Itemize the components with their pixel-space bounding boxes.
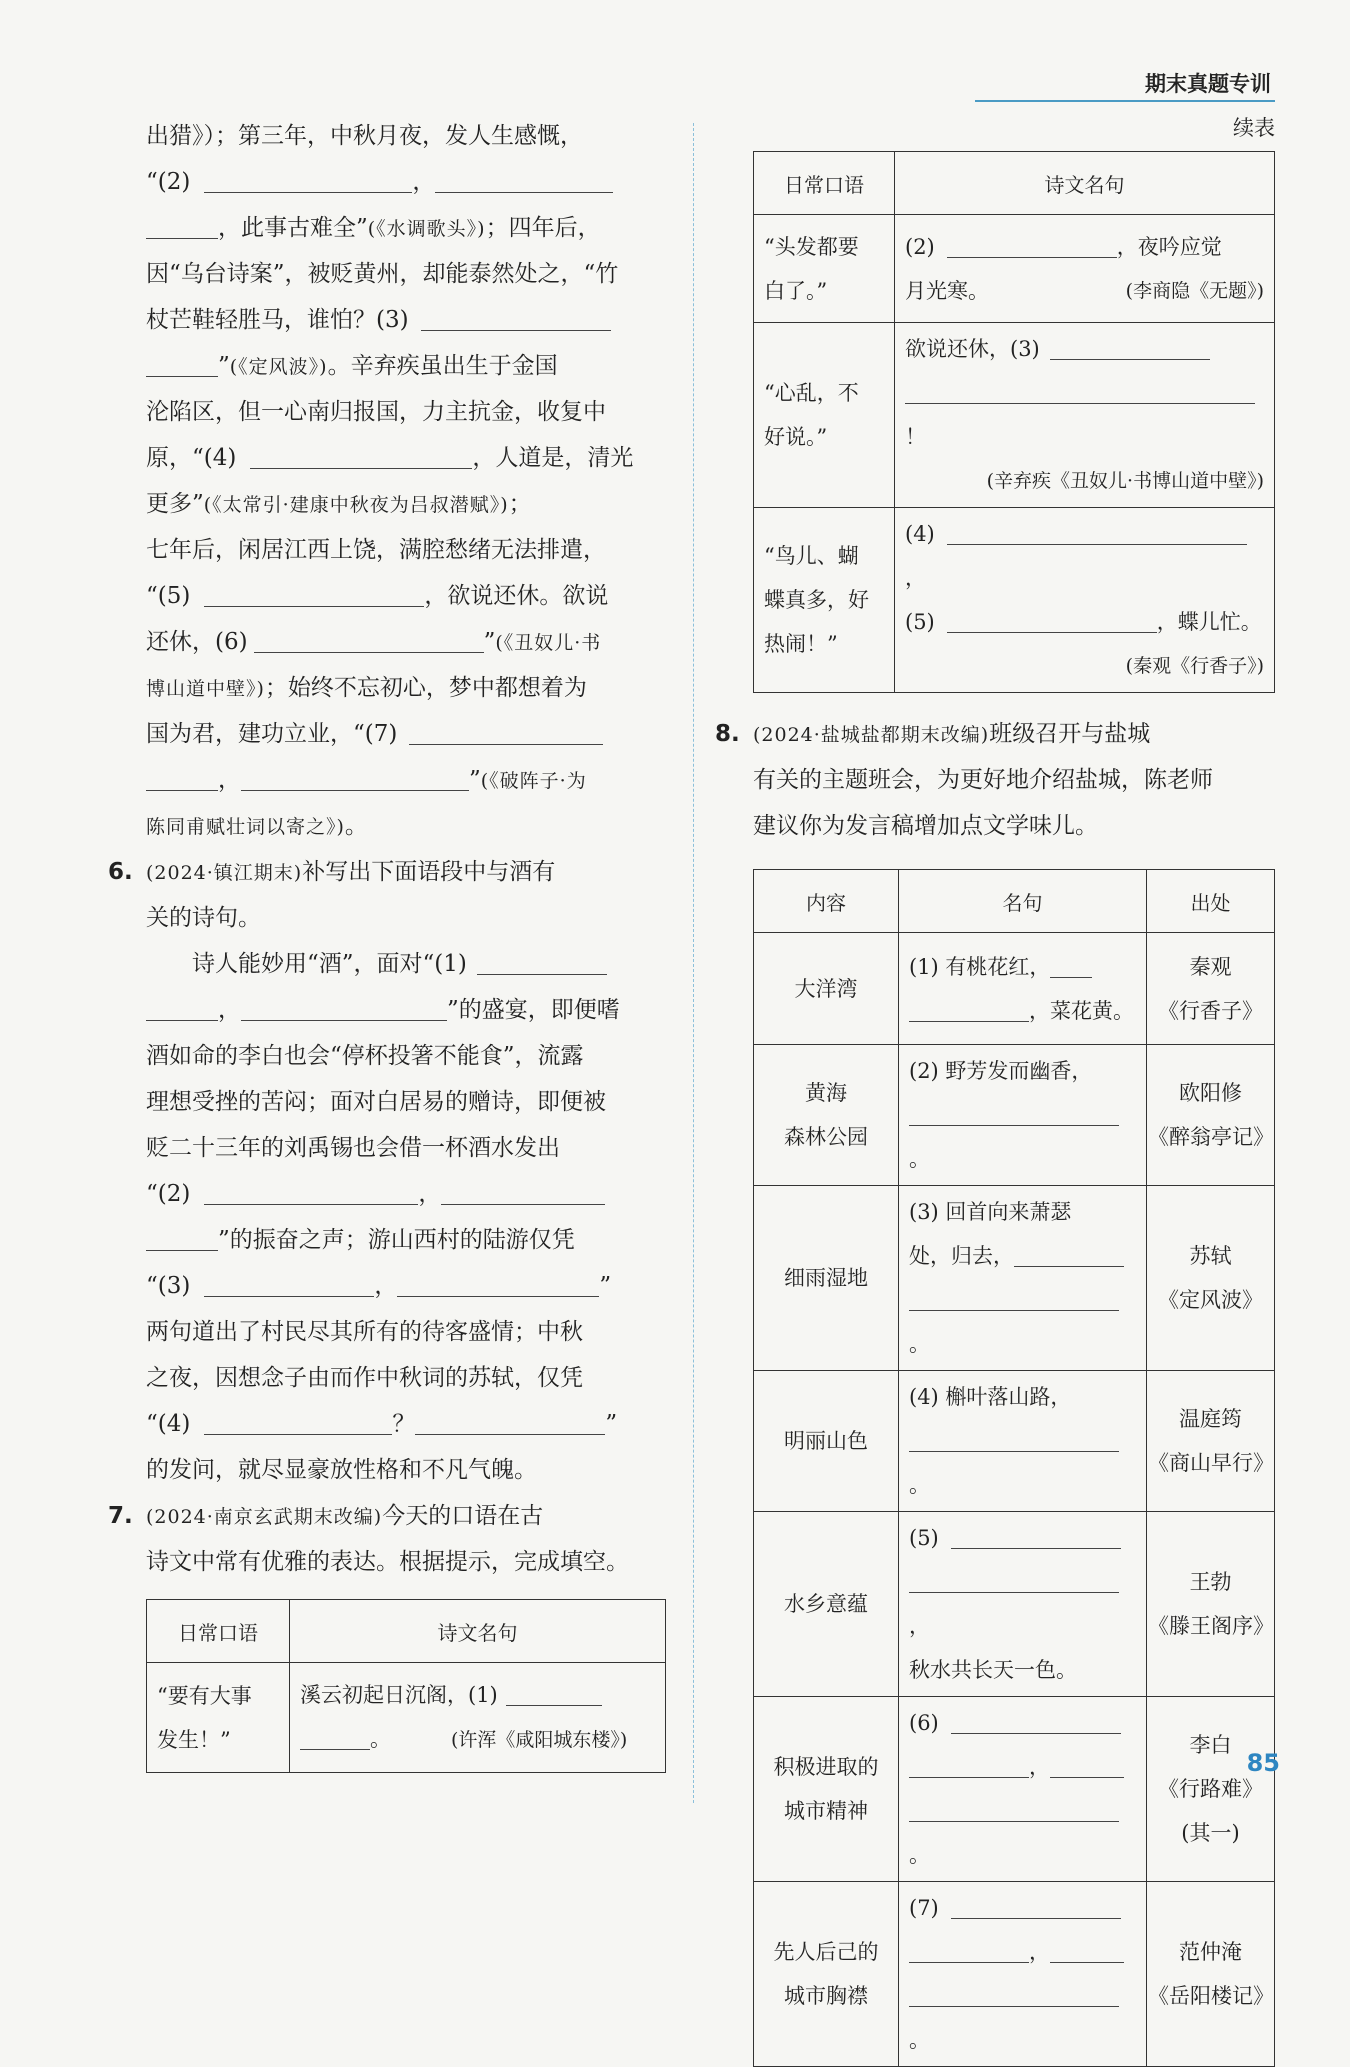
table-header: 名句 (899, 870, 1147, 933)
answer-blank[interactable] (441, 1174, 605, 1205)
q7-table-continued (753, 151, 1275, 693)
continued-label: 续表 (1233, 116, 1275, 140)
answer-blank[interactable] (1014, 1236, 1124, 1267)
text-line: ，此事古难全”(《水调歌头》)；四年后， (146, 205, 666, 251)
answer-blank[interactable] (951, 1703, 1121, 1734)
text-line: 诗人能妙用“酒”，面对“(1) (146, 941, 666, 987)
answer-blank[interactable] (477, 944, 607, 975)
answer-blank[interactable] (435, 162, 613, 193)
left-column (108, 113, 666, 1773)
q8-table (753, 869, 1275, 2067)
table-cell: (4)， (5) ，蝶儿忙。 (秦观《行香子》) (895, 508, 1275, 693)
text-line: 更多”(《太常引·建康中秋夜为吕叔潜赋》)； (146, 491, 532, 517)
answer-blank[interactable] (146, 990, 218, 1021)
answer-blank[interactable] (1050, 1747, 1124, 1778)
table-cell: 李白 《行路难》 (其一) (1147, 1697, 1275, 1882)
table-cell: 欧阳修 《醉翁亭记》 (1147, 1045, 1275, 1186)
q7-table (146, 1599, 666, 1773)
answer-blank[interactable] (909, 1095, 1119, 1126)
answer-blank[interactable] (951, 1518, 1121, 1549)
answer-blank[interactable] (415, 1404, 605, 1435)
answer-blank[interactable] (909, 1747, 1029, 1778)
table-header: 内容 (754, 870, 899, 933)
answer-blank[interactable] (909, 1976, 1119, 2007)
text-line: 还休，(6) ”(《丑奴儿·书 (146, 619, 666, 665)
question-number: 7. (108, 1503, 133, 1529)
answer-blank[interactable] (146, 760, 218, 791)
table-cell: 明丽山色 (754, 1371, 899, 1512)
answer-blank[interactable] (204, 576, 424, 607)
answer-blank[interactable] (204, 1266, 374, 1297)
text-line: 两句道出了村民尽其所有的待客盛情；中秋 (146, 1319, 583, 1345)
answer-blank[interactable] (909, 1791, 1119, 1822)
text-line: 因“乌台诗案”，被贬黄州，却能泰然处之，“竹 (146, 261, 619, 287)
answer-blank[interactable] (909, 1932, 1029, 1963)
answer-blank[interactable] (909, 991, 1029, 1022)
answer-blank[interactable] (909, 1562, 1119, 1593)
answer-blank[interactable] (146, 208, 218, 239)
answer-blank[interactable] (1050, 947, 1092, 978)
answer-blank[interactable] (506, 1675, 602, 1706)
column-divider (693, 123, 694, 1803)
text-line: 博山道中壁》)；始终不忘初心，梦中都想着为 (146, 675, 587, 701)
table-header: 诗文名句 (895, 152, 1275, 215)
answer-blank[interactable] (397, 1266, 599, 1297)
text-line: 关的诗句。 (146, 905, 261, 931)
answer-blank[interactable] (146, 1220, 218, 1251)
table-cell: 欲说还休，(3) ！ (辛弃疾《丑奴儿·书博山道中壁》) (895, 323, 1275, 508)
answer-blank[interactable] (905, 373, 1255, 404)
text-line: “(2) ， (146, 1171, 666, 1217)
text-line: 杖芒鞋轻胜马，谁怕？(3) (146, 297, 666, 343)
answer-blank[interactable] (947, 227, 1117, 258)
text-line: 陈同甫赋壮词以寄之》)。 (146, 813, 368, 839)
answer-blank[interactable] (421, 300, 611, 331)
answer-blank[interactable] (204, 162, 412, 193)
text-line: 理想受挫的苦闷；面对白居易的赠诗，即便被 (146, 1089, 606, 1115)
text-line: 出猎》）；第三年，中秋月夜，发人生感慨， (146, 123, 583, 149)
answer-blank[interactable] (909, 1280, 1119, 1311)
table-cell: (2) 野芳发而幽香， 。 (899, 1045, 1147, 1186)
question-6-line: 6. (2024·镇江期末)补写出下面语段中与酒有 (146, 849, 666, 895)
text-line: “(5) ，欲说还休。欲说 (146, 573, 666, 619)
question-7-line: 7. (2024·南京玄武期末改编)今天的口语在古 (146, 1493, 666, 1539)
answer-blank[interactable] (241, 990, 447, 1021)
text-line: ， ”的盛宴，即便嗜 (146, 987, 666, 1033)
table-cell: 秦观 《行香子》 (1147, 933, 1275, 1045)
page-number: 85 (1246, 1749, 1280, 1777)
text-line: ， ”(《破阵子·为 (146, 757, 666, 803)
table-cell: 黄海 森林公园 (754, 1045, 899, 1186)
answer-blank[interactable] (1050, 329, 1210, 360)
text-line: 之夜，因想念子由而作中秋词的苏轼，仅凭 (146, 1365, 583, 1391)
table-cell: “心乱，不 好说。” (754, 323, 895, 508)
table-header: 诗文名句 (290, 1600, 666, 1663)
table-cell: (6) ， 。 (899, 1697, 1147, 1882)
header-rule (975, 100, 1275, 102)
table-cell: 溪云初起日沉阁，(1) 。 (许浑《咸阳城东楼》) (290, 1663, 666, 1773)
question-number: 6. (108, 859, 133, 885)
answer-blank[interactable] (146, 346, 218, 377)
table-cell: (7) ， 。 (899, 1882, 1147, 2067)
table-cell: 水乡意蕴 (754, 1512, 899, 1697)
text-line: 贬二十三年的刘禹锡也会借一杯酒水发出 (146, 1135, 560, 1161)
table-cell: (2) ，夜吟应觉 月光寒。 (李商隐《无题》) (895, 215, 1275, 323)
answer-blank[interactable] (409, 714, 603, 745)
text-line: 的发问，就尽显豪放性格和不凡气魄。 (146, 1457, 537, 1483)
text-line: 有关的主题班会，为更好地介绍盐城，陈老师 (753, 767, 1213, 793)
table-cell: 温庭筠 《商山早行》 (1147, 1371, 1275, 1512)
table-header: 日常口语 (147, 1600, 290, 1663)
answer-blank[interactable] (909, 1421, 1119, 1452)
text-line: 原，“(4) ，人道是，清光 (146, 435, 666, 481)
question-number: 8. (715, 721, 740, 747)
table-cell: (5) ， 秋水共长天一色。 (899, 1512, 1147, 1697)
table-cell: 大洋湾 (754, 933, 899, 1045)
text-line: 诗文中常有优雅的表达。根据提示，完成填空。 (146, 1549, 629, 1575)
table-cell: (3) 回首向来萧瑟 处，归去， 。 (899, 1186, 1147, 1371)
table-header: 日常口语 (754, 152, 895, 215)
answer-blank[interactable] (204, 1404, 392, 1435)
table-cell: 范仲淹 《岳阳楼记》 (1147, 1882, 1275, 2067)
answer-blank[interactable] (300, 1719, 370, 1750)
text-line: ”(《定风波》)。辛弃疾虽出生于金国 (146, 343, 666, 389)
table-cell: 苏轼 《定风波》 (1147, 1186, 1275, 1371)
table-cell: “头发都要 白了。” (754, 215, 895, 323)
table-cell: (4) 槲叶落山路， 。 (899, 1371, 1147, 1512)
answer-blank[interactable] (947, 602, 1157, 633)
text-line: 建议你为发言稿增加点文学味儿。 (753, 813, 1098, 839)
text-line: ”的振奋之声；游山西村的陆游仅凭 (146, 1217, 666, 1263)
table-cell: 先人后己的 城市胸襟 (754, 1882, 899, 2067)
table-cell: “鸟儿、蝴 蝶真多，好 热闹！” (754, 508, 895, 693)
table-cell: 王勃 《滕王阁序》 (1147, 1512, 1275, 1697)
answer-blank[interactable] (204, 1174, 418, 1205)
answer-blank[interactable] (250, 438, 472, 469)
text-line: 沦陷区，但一心南归报国，力主抗金，收复中 (146, 399, 606, 425)
table-cell: “要有大事 发生！” (147, 1663, 290, 1773)
answer-blank[interactable] (1050, 1932, 1124, 1963)
answer-blank[interactable] (241, 760, 469, 791)
answer-blank[interactable] (254, 622, 484, 653)
table-cell: 细雨湿地 (754, 1186, 899, 1371)
text-line: 七年后，闲居江西上饶，满腔愁绪无法排遣， (146, 537, 606, 563)
section-title: 期末真题专训 (1145, 72, 1271, 96)
answer-blank[interactable] (947, 514, 1247, 545)
table-cell: (1) 有桃花红， ，菜花黄。 (899, 933, 1147, 1045)
right-column (715, 113, 1275, 2067)
text-line: “(2) ， (146, 159, 666, 205)
answer-blank[interactable] (951, 1888, 1121, 1919)
text-line: “(3) ， ” (146, 1263, 666, 1309)
text-line: 酒如命的李白也会“停杯投箸不能食”，流露 (146, 1043, 584, 1069)
table-header: 出处 (1147, 870, 1275, 933)
text-line: 国为君，建功立业，“(7) (146, 711, 666, 757)
question-8-line: 8. (2024·盐城盐都期末改编)班级召开与盐城 (753, 711, 1275, 757)
table-cell: 积极进取的 城市精神 (754, 1697, 899, 1882)
text-line: “(4) ？ ” (146, 1401, 666, 1447)
